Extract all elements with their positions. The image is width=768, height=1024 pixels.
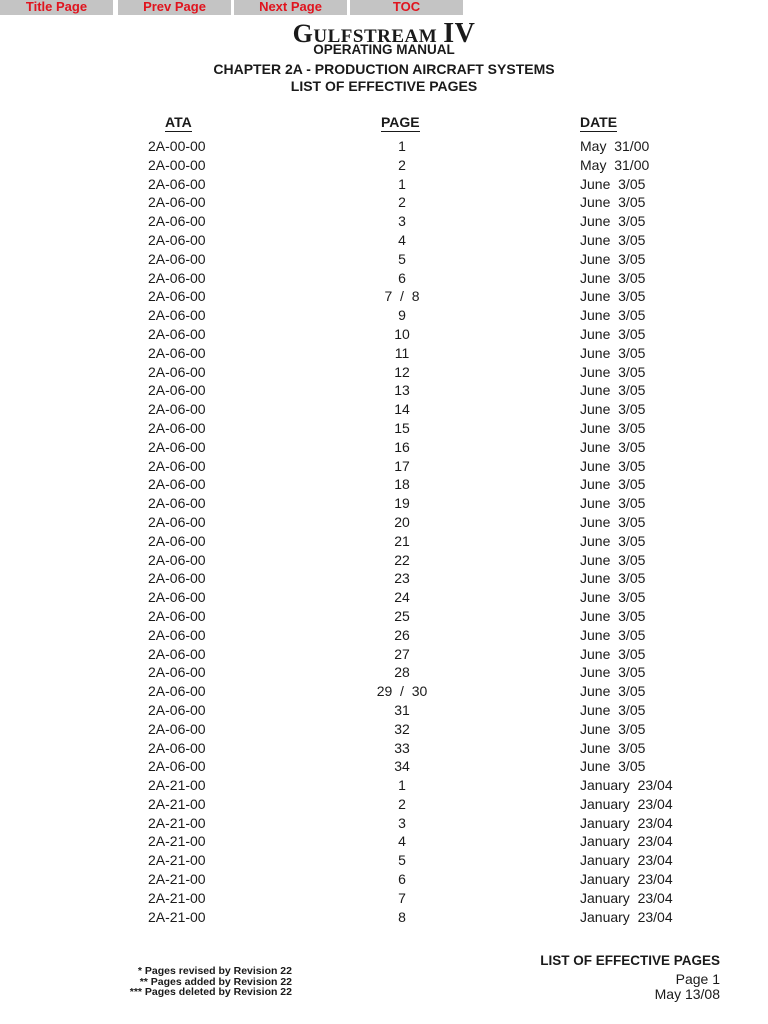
ata-cell: 2A-06-00 [148,607,206,624]
date-cell: June 3/05 [580,626,646,643]
table-row [0,758,768,777]
ata-cell: 2A-21-00 [148,833,206,850]
date-cell: June 3/05 [580,476,646,493]
ata-cell: 2A-06-00 [148,325,206,342]
page-cell: 12 [394,363,410,380]
table-row [0,852,768,871]
date-cell: June 3/05 [580,739,646,756]
date-cell: January 23/04 [580,795,673,812]
brand-numeral: IV [443,18,476,49]
ata-cell: 2A-00-00 [148,156,206,173]
table-row [0,683,768,702]
table-row [0,326,768,345]
ata-cell: 2A-06-00 [148,739,206,756]
date-cell: June 3/05 [580,701,646,718]
table-row [0,213,768,232]
page-cell: 17 [394,457,410,474]
page-cell: 9 [398,307,406,324]
page-cell: 4 [398,833,406,850]
page-cell: 19 [394,495,410,512]
table-row [0,627,768,646]
table-row [0,815,768,834]
table-row [0,721,768,740]
table-row [0,345,768,364]
page-cell: 2 [398,194,406,211]
page-cell: 14 [394,401,410,418]
page-cell: 3 [398,814,406,831]
date-cell: June 3/05 [580,194,646,211]
prev-page-button[interactable]: Prev Page [118,0,231,15]
date-cell: January 23/04 [580,908,673,925]
ata-cell: 2A-06-00 [148,626,206,643]
chapter-title: CHAPTER 2A - PRODUCTION AIRCRAFT SYSTEMS [213,61,555,77]
table-row [0,420,768,439]
table-row [0,232,768,251]
ata-cell: 2A-21-00 [148,852,206,869]
page-cell: 8 [398,908,406,925]
ata-cell: 2A-06-00 [148,269,206,286]
page-cell: 2 [398,156,406,173]
ata-cell: 2A-06-00 [148,194,206,211]
ata-cell: 2A-21-00 [148,795,206,812]
ata-cell: 2A-06-00 [148,589,206,606]
date-cell: June 3/05 [580,269,646,286]
table-row [0,401,768,420]
page-cell: 20 [394,513,410,530]
table-row [0,251,768,270]
ata-cell: 2A-21-00 [148,777,206,794]
date-cell: June 3/05 [580,457,646,474]
table-row [0,871,768,890]
page-cell: 29 / 30 [376,683,428,700]
ata-cell: 2A-06-00 [148,683,206,700]
page-cell: 28 [394,664,410,681]
ata-cell: 2A-06-00 [148,495,206,512]
table-row [0,307,768,326]
footer-page-number: Page 1 [675,971,720,987]
date-cell: May 31/00 [580,156,650,173]
effective-pages-table [0,138,768,927]
date-cell: June 3/05 [580,325,646,342]
ata-cell: 2A-21-00 [148,871,206,888]
page-cell: 22 [394,551,410,568]
page-cell: 13 [394,382,410,399]
page-cell: 27 [394,645,410,662]
date-cell: June 3/05 [580,513,646,530]
date-cell: June 3/05 [580,532,646,549]
legend-added: ** Pages added by Revision 22 [139,975,292,988]
table-row [0,608,768,627]
page-cell: 25 [394,607,410,624]
table-row [0,288,768,307]
page-cell: 15 [394,419,410,436]
ata-cell: 2A-06-00 [148,250,206,267]
table-row [0,495,768,514]
date-cell: June 3/05 [580,401,646,418]
ata-cell: 2A-06-00 [148,419,206,436]
table-row [0,664,768,683]
page-cell: 2 [398,795,406,812]
ata-cell: 2A-06-00 [148,476,206,493]
date-cell: June 3/05 [580,344,646,361]
ata-cell: 2A-06-00 [148,213,206,230]
legend-revised: * Pages revised by Revision 22 [137,965,292,977]
ata-cell: 2A-06-00 [148,231,206,248]
table-row [0,270,768,289]
column-header-ata: ATA [165,114,192,130]
table-row [0,570,768,589]
list-title: LIST OF EFFECTIVE PAGES [290,78,478,94]
ata-cell: 2A-06-00 [148,645,206,662]
brand-initial: G [292,19,314,48]
next-page-button[interactable]: Next Page [234,0,347,15]
ata-cell: 2A-06-00 [148,438,206,455]
page-cell: 5 [398,852,406,869]
ata-cell: 2A-06-00 [148,288,206,305]
page-cell: 10 [394,325,410,342]
footer-date: May 13/08 [654,986,720,1002]
page-cell: 4 [398,231,406,248]
date-cell: June 3/05 [580,419,646,436]
column-header-page: PAGE [381,114,420,130]
date-cell: January 23/04 [580,889,673,906]
page-cell: 6 [398,269,406,286]
table-row [0,364,768,383]
date-cell: June 3/05 [580,288,646,305]
ata-cell: 2A-06-00 [148,382,206,399]
page-cell: 18 [394,476,410,493]
title-page-button[interactable]: Title Page [0,0,113,15]
table-row [0,796,768,815]
ata-cell: 2A-06-00 [148,363,206,380]
date-cell: June 3/05 [580,438,646,455]
ata-cell: 2A-06-00 [148,664,206,681]
date-cell: June 3/05 [580,551,646,568]
date-cell: June 3/05 [580,175,646,192]
page-cell: 7 [398,889,406,906]
ata-cell: 2A-06-00 [148,570,206,587]
table-row [0,833,768,852]
page-cell: 1 [398,777,406,794]
table-row [0,157,768,176]
manual-title: OPERATING MANUAL [313,42,455,57]
date-cell: June 3/05 [580,250,646,267]
date-cell: June 3/05 [580,589,646,606]
revision-legend [106,966,292,998]
column-header-date: DATE [580,114,618,130]
date-cell: June 3/05 [580,645,646,662]
table-row [0,533,768,552]
page-cell: 21 [394,532,410,549]
ata-cell: 2A-06-00 [148,551,206,568]
date-cell: June 3/05 [580,307,646,324]
date-cell: January 23/04 [580,777,673,794]
ata-cell: 2A-21-00 [148,814,206,831]
page-cell: 7 / 8 [384,288,420,305]
ata-cell: 2A-06-00 [148,532,206,549]
ata-cell: 2A-06-00 [148,401,206,418]
table-row [0,552,768,571]
toc-button[interactable]: TOC [350,0,463,15]
date-cell: June 3/05 [580,570,646,587]
date-cell: June 3/05 [580,664,646,681]
ata-cell: 2A-06-00 [148,701,206,718]
table-row [0,702,768,721]
ata-cell: 2A-21-00 [148,908,206,925]
page-cell: 24 [394,589,410,606]
page-cell: 33 [394,739,410,756]
table-row [0,514,768,533]
date-cell: June 3/05 [580,607,646,624]
date-cell: January 23/04 [580,814,673,831]
date-cell: June 3/05 [580,213,646,230]
table-row [0,138,768,157]
table-row [0,890,768,909]
legend-deleted: *** Pages deleted by Revision 22 [129,986,292,998]
table-row [0,589,768,608]
table-row [0,439,768,458]
ata-cell: 2A-06-00 [148,513,206,530]
date-cell: June 3/05 [580,720,646,737]
date-cell: June 3/05 [580,382,646,399]
date-cell: June 3/05 [580,758,646,775]
page-cell: 11 [394,344,410,361]
table-row [0,646,768,665]
date-cell: June 3/05 [580,231,646,248]
table-row [0,458,768,477]
page-cell: 34 [394,758,410,775]
ata-cell: 2A-06-00 [148,344,206,361]
ata-cell: 2A-06-00 [148,307,206,324]
page-cell: 32 [394,720,410,737]
ata-cell: 2A-06-00 [148,457,206,474]
page-cell: 5 [398,250,406,267]
date-cell: June 3/05 [580,683,646,700]
table-row [0,194,768,213]
date-cell: January 23/04 [580,833,673,850]
table-row [0,476,768,495]
table-row [0,176,768,195]
table-row [0,382,768,401]
date-cell: January 23/04 [580,871,673,888]
page-cell: 6 [398,871,406,888]
date-cell: May 31/00 [580,138,650,154]
page-cell: 31 [394,701,410,718]
page-cell: 1 [398,175,406,192]
date-cell: June 3/05 [580,363,646,380]
page-cell: 3 [398,213,406,230]
table-row [0,740,768,759]
page-cell: 23 [394,570,410,587]
footer-title: LIST OF EFFECTIVE PAGES [540,953,720,968]
date-cell: January 23/04 [580,852,673,869]
ata-cell: 2A-06-00 [148,720,206,737]
page-cell: 16 [394,438,410,455]
table-row [0,777,768,796]
ata-cell: 2A-06-00 [148,758,206,775]
page-cell: 1 [398,138,406,154]
brand-name: ULFSTREAM [313,26,438,47]
ata-cell: 2A-00-00 [148,138,206,154]
ata-cell: 2A-06-00 [148,175,206,192]
ata-cell: 2A-21-00 [148,889,206,906]
table-row [0,909,768,928]
date-cell: June 3/05 [580,495,646,512]
page-cell: 26 [394,626,410,643]
